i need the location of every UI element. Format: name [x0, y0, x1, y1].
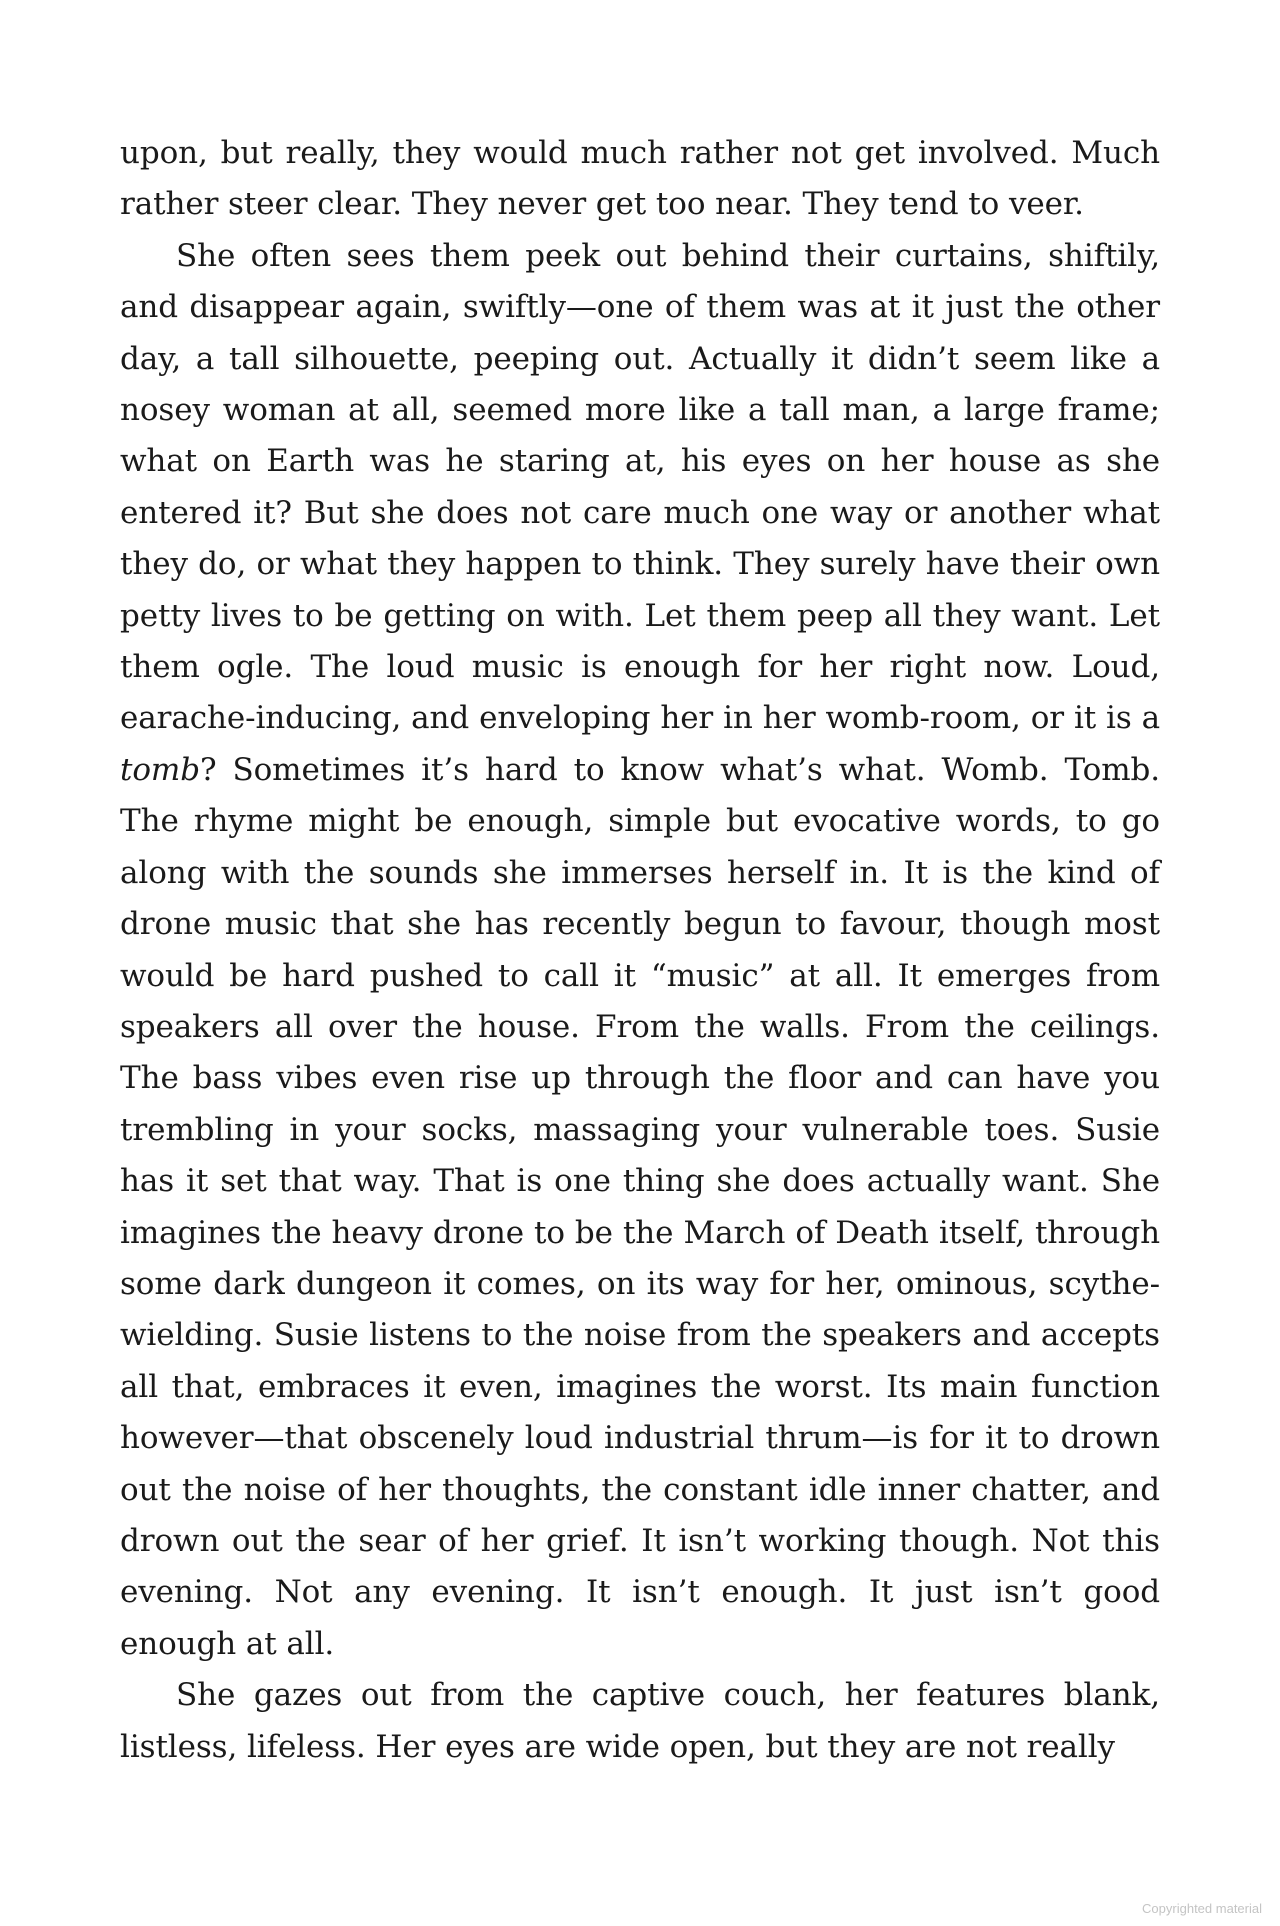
paragraph-3-text: She gazes out from the captive couch, her features blank, listless, lifeless. Her eyes are wide open, but they are not really — [120, 1677, 1160, 1765]
paragraph-2-text: She often sees them peek out behind their curtains, shiftily, and disappear again, swiftly—one of them was at it just the other day, a tall silhouette, peeping out. Actually it didn’t seem like a nosey woman at all, seemed more like a tall man, a large frame; what on Earth was he staring at, his eyes on her house as she entered it? But she does not care much one way or another what they do, or what they happen to think. They surely have their own petty lives to be getting on with. Let them peep all they want. Let them ogle. The loud music is enough for her right now. Loud, earache-inducing, and enveloping her in her womb-room, or it is a — [120, 237, 1160, 737]
paragraph-continuation — [120, 128, 1160, 231]
paragraph-1-text: upon, but really, they would much rather not get involved. Much rather steer clear. They never get too near. They tend to veer. — [120, 135, 1160, 223]
book-page — [120, 128, 1160, 1773]
copyright-watermark: Copyrighted material — [1142, 1901, 1262, 1916]
paragraph-couch — [120, 1670, 1160, 1773]
paragraph-neighbours — [120, 231, 1160, 1670]
italic-word-tomb: tomb — [120, 751, 200, 788]
paragraph-2-text-after: ? Sometimes it’s hard to know what’s what. Womb. Tomb. The rhyme might be enough, simple but evocative words, to go along with the sounds she immerses herself in. It is the kind of drone music that she has recently begun to favour, though most would be hard pushed to call it “music” at all. It emerges from speakers all over the house. From the walls. From the ceilings. The bass vibes even rise up through the floor and can have you trembling in your socks, massaging your vulnerable toes. Susie has it set that way. That is one thing she does actually want. She imagines the heavy drone to be the March of Death itself, through some dark dungeon it comes, on its way for her, ominous, scythe-wielding. Susie listens to the noise from the speakers and accepts all that, embraces it even, imagines the worst. Its main function however—that obscenely loud industrial thrum—is for it to drown out the noise of her thoughts, the constant idle inner chatter, and drown out the sear of her grief. It isn’t working though. Not this evening. Not any evening. It isn’t enough. It just isn’t good enough at all. — [120, 751, 1160, 1662]
